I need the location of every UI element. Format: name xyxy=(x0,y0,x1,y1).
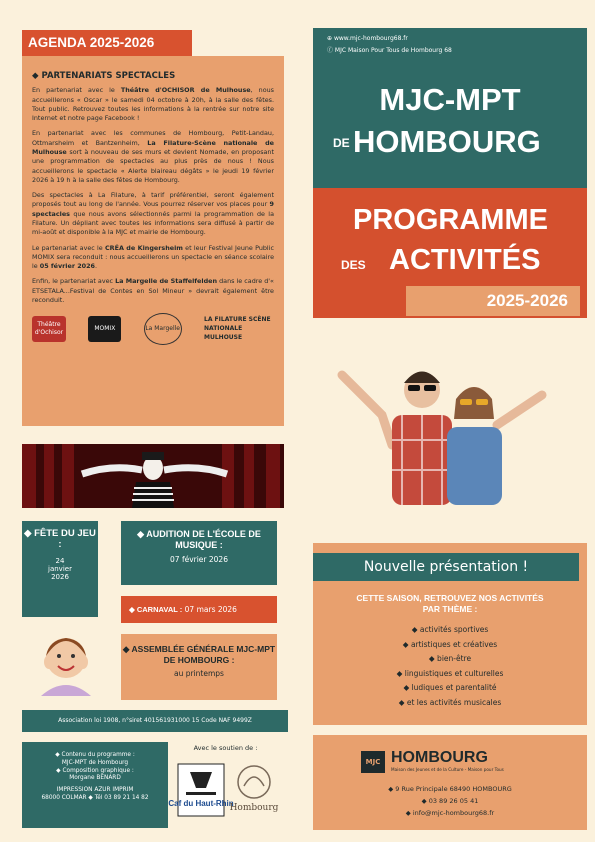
caf-logo-text: Caf du Haut-Rhin xyxy=(168,799,234,808)
credit-line: 68000 COLMAR ◆ Tél 03 89 21 14 82 xyxy=(41,795,149,802)
agenda-tab: AGENDA 2025-2026 xyxy=(22,30,192,56)
paragraph-spectacles: Des spectacles à La Filature, à tarif préférentiel, seront également proposés tout au long de l'année. Vous pourrez réserver vos places pour 9 spectacles que nous avons sélectionnés parmi la programmation de la Filature. Un dépliant avec toutes les informations sera diffusé à partir de mi-août et disponible à la MJC et mairie de Hombourg. xyxy=(32,191,274,237)
soutien-label: Avec le soutien de : xyxy=(193,744,258,752)
credit-line: ◆ Contenu du programme : xyxy=(55,752,135,758)
assemblee-date: au printemps xyxy=(174,669,224,679)
mjc-hombourg-logo xyxy=(361,751,569,773)
fete-month: janvier xyxy=(48,564,72,573)
logo-subtitle: Maison des Jeunes et de la Culture - Maison pour Tous xyxy=(391,767,504,772)
theme-item: ◆ et les activités musicales xyxy=(398,697,502,707)
carnaval-title: ◆ CARNAVAL : xyxy=(129,605,183,614)
title-mjc: MJC-MPT xyxy=(379,82,521,117)
title-box xyxy=(313,60,587,188)
soutien-logos xyxy=(168,758,286,820)
phone[interactable]: ◆ 03 89 26 05 41 xyxy=(421,797,479,805)
presentation-box xyxy=(313,543,587,725)
season-years: 2025-2026 xyxy=(406,286,580,316)
theme-item: ◆ activités sportives xyxy=(411,625,489,634)
paragraph-ochisor: En partenariat avec le Théâtre d'OCHISOR de Mulhouse, nous accueillerons « Oscar » le samedi 04 octobre à 20h, à la salle des fêtes. Tout public. Retrouvez toutes les informations à la rentrée sur notre site Internet et notre page Facebook ! xyxy=(32,86,275,123)
facebook-icon: ⓕ xyxy=(327,47,335,54)
title-programme: PROGRAMME xyxy=(353,204,548,236)
mjc-logo-mark: MJC xyxy=(361,751,385,773)
credit-line: MJC-MPT de Hombourg xyxy=(61,759,129,766)
website-line[interactable]: ⊕ www.mjc-hombourg68.fr xyxy=(327,35,408,42)
fete-day: 24 xyxy=(55,556,65,565)
facebook-line[interactable]: ⓕ MJC Maison Pour Tous de Hombourg 68 xyxy=(327,47,452,54)
filature-logo: LA FILATURE SCÈNE NATIONALE MULHOUSE xyxy=(204,316,271,341)
child-photo xyxy=(33,626,99,696)
theme-list xyxy=(313,623,587,710)
hombourg-town-logo-text: Hombourg xyxy=(229,803,279,813)
paragraph-crea: Le partenariat avec le CRÉA de Kingersheim et leur Festival Jeune Public MOMIX sera reconduit : nous accueillerons un spectacle en séance scolaire le 05 février 2026. xyxy=(32,243,274,271)
address: ◆ 9 Rue Principale 68490 HOMBOURG xyxy=(388,785,512,793)
partner-logos xyxy=(32,313,274,345)
association-bar: Association loi 1908, n°siret 401561931000 15 Code NAF 9499Z xyxy=(22,710,288,732)
theme-item: ◆ artistiques et créatives xyxy=(402,639,498,649)
theme-item: ◆ linguistiques et culturelles xyxy=(396,668,504,678)
mime-photo xyxy=(22,444,284,508)
title-des: DES xyxy=(341,258,366,272)
ochisor-logo: Théâtre d'Ochisor xyxy=(32,316,66,342)
credit-line: Morgane BENARD xyxy=(69,775,121,782)
hombourg-logo-text: HOMBOURG xyxy=(391,749,488,766)
paragraph-filature: En partenariat avec les communes de Hombourg, Petit-Landau, Ottmarsheim et Bantzenheim, La Filature-Scène nationale de Mulhouse sort à nouveau de ses murs et devient Nomade, en proposant une programmation de spectacles au plus près de nous ! Nous accueillerons le spectacle « Alerte blaireau dégâts » le jeudi 19 février 2026 à 19 h à la salle des fêtes de Hombourg. xyxy=(32,129,274,184)
audition-box xyxy=(121,521,277,585)
agenda-box xyxy=(22,56,284,426)
section-title: ◆ PARTENARIATS SPECTACLES xyxy=(32,71,176,81)
couple-photo xyxy=(322,355,562,505)
email-link[interactable]: ◆ info@mjc-hombourg68.fr xyxy=(405,809,495,817)
assemblee-box xyxy=(121,634,277,700)
title-activites: ACTIVITÉS xyxy=(389,244,541,276)
globe-icon: ⊕ xyxy=(327,35,334,42)
fete-year: 2026 xyxy=(51,572,69,581)
presentation-intro: CETTE SAISON, RETROUVEZ NOS ACTIVITÉS PAR THÈME : xyxy=(356,593,544,615)
carnaval-date: 07 mars 2026 xyxy=(184,605,237,614)
title-hombourg: HOMBOURG xyxy=(353,124,541,159)
margelle-logo: La Margelle xyxy=(144,313,182,345)
contact-box xyxy=(313,735,587,830)
fete-title: ◆ FÊTE DU JEU : xyxy=(24,528,96,550)
theme-item: ◆ bien-être xyxy=(428,654,472,663)
credit-line: ◆ Composition graphique : xyxy=(56,767,134,774)
momix-logo: MOMIX xyxy=(88,316,121,342)
audition-title: ◆ AUDITION DE L'ÉCOLE DE MUSIQUE : xyxy=(137,529,261,550)
web-bar xyxy=(313,28,587,60)
audition-date: 07 février 2026 xyxy=(170,554,228,564)
carnaval-box xyxy=(121,596,277,623)
presentation-bar: Nouvelle présentation ! xyxy=(313,553,579,581)
contact-info xyxy=(313,783,587,819)
title-de: DE xyxy=(333,136,350,150)
theme-item: ◆ ludiques et parentalité xyxy=(403,683,497,692)
paragraph-margelle: Enfin, le partenariat avec La Margelle de Staffelfelden dans le cadre d'« ETSETALA...Festival de Contes en Sol Mineur » devrait également être reconduit. xyxy=(32,277,274,304)
credits-box xyxy=(22,742,168,828)
credit-line: IMPRESSION AZUR IMPRIM xyxy=(56,787,134,794)
fete-du-jeu-box xyxy=(22,521,98,617)
assemblee-title: ◆ ASSEMBLÉE GÉNÉRALE MJC-MPT DE HOMBOURG : xyxy=(122,644,276,665)
